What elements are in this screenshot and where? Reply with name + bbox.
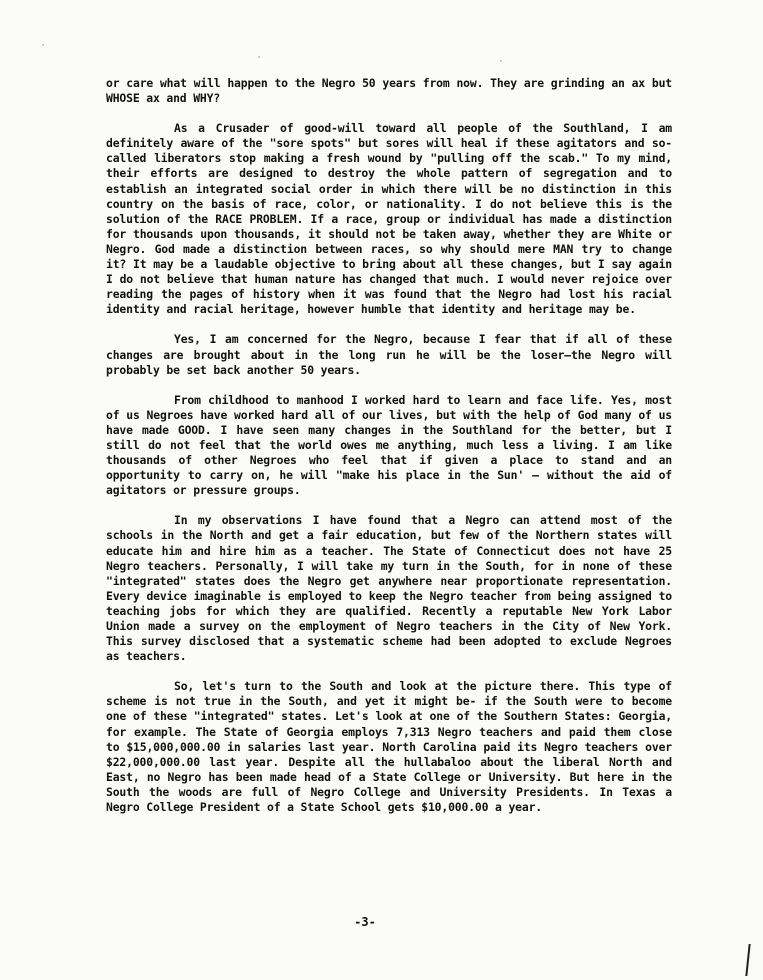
- paper-speck: [500, 60, 502, 62]
- paragraph-1: or care what will happen to the Negro 50 years from now. They are grinding an ax but WHOSE ax and WHY?: [106, 76, 672, 106]
- document-body: [106, 76, 672, 830]
- paper-speck: [42, 44, 44, 46]
- paragraph-6: So, let's turn to the South and look at the picture there. This type of scheme is not true in the South, and yet it might be- if the South were to become one of these "integrated" states. Let's look at one of the Southern States: Georgia, for example. The State of Georgia employs 7,313 Negro teachers and paid them close to $15,000,000.00 in salaries last year. North Carolina paid its Negro teachers over $22,000,000.00 last year. Despite all the hullabaloo about the liberal North and East, no Negro has been made head of a State College or University. But here in the South the woods are full of Negro College and University Presidents. In Texas a Negro College President of a State School gets $10,000.00 a year.: [106, 679, 672, 815]
- paragraph-5: In my observations I have found that a Negro can attend most of the schools in the North and get a fair education, but few of the Northern states will educate him and hire him as a teacher. The State of Connecticut does not have 25 Negro teachers. Personally, I will take my turn in the South, for in none of these "integrated" states does the Negro get anywhere near proportionate representation. Every device imaginable is employed to keep the Negro teacher from being assigned to teaching jobs for which they are qualified. Recently a reputable New York Labor Union made a survey on the employment of Negro teachers in the City of New York. This survey disclosed that a systematic scheme had been adopted to exclude Negroes as teachers.: [106, 513, 672, 664]
- paragraph-2: As a Crusader of good-will toward all people of the Southland, I am definitely aware of the "sore spots" but sores will heal if these agitators and so-called liberators stop making a fresh wound by "pulling off the scab." To my mind, their efforts are designed to destroy the whole pattern of segregation and to establish an integrated social order in which there will be no distinction in this country on the basis of race, color, or nationality. I do not believe this is the solution of the RACE PROBLEM. If a race, group or individual has made a distinction for thousands upon thousands, it should not be taken away, whether they are White or Negro. God made a distinction between races, so why should mere MAN try to change it? It may be a laudable objective to bring about all these changes, but I say again I do not believe that human nature has changed that much. I would never rejoice over reading the pages of history when it was found that the Negro had lost his racial identity and racial heritage, however humble that identity and heritage may be.: [106, 121, 672, 317]
- edge-mark: [745, 944, 756, 976]
- paragraph-3: Yes, I am concerned for the Negro, because I fear that if all of these changes are brought about in the long run he will be the loser—the Negro will probably be set back another 50 years.: [106, 332, 672, 377]
- paper-speck: [258, 56, 260, 58]
- page-number: -3-: [354, 915, 376, 929]
- paragraph-4: From childhood to manhood I worked hard to learn and face life. Yes, most of us Negroes have worked hard all of our lives, but with the help of God many of us have made GOOD. I have seen many changes in the Southland for the better, but I still do not feel that the world owes me anything, much less a living. I am like thousands of other Negroes who feel that if given a place to stand and an opportunity to carry on, he will "make his place in the Sun' — without the aid of agitators or pressure groups.: [106, 392, 672, 498]
